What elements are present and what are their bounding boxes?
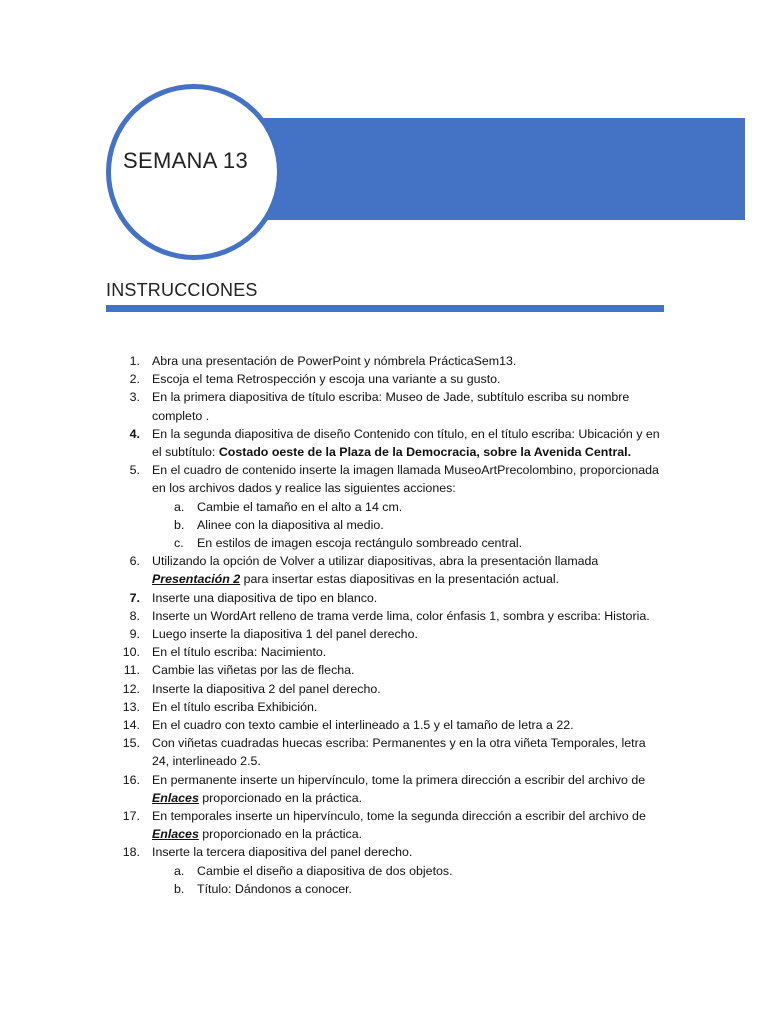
item-number: 3.	[129, 390, 140, 405]
item-number: 12.	[122, 681, 140, 696]
item-text: Luego inserte la diapositiva 1 del panel derecho.	[152, 627, 418, 642]
list-item	[114, 425, 666, 461]
list-item	[114, 698, 666, 716]
item-text: En temporales inserte un hipervínculo, tome la segunda dirección a escribir del archivo de	[152, 809, 646, 824]
sub-item-text: Alinee con la diapositiva al medio.	[197, 517, 384, 532]
item-number: 6.	[129, 554, 140, 569]
sub-item-letter: c.	[174, 536, 184, 551]
list-item	[114, 461, 666, 497]
item-text: Inserte un WordArt relleno de trama verde lima, color énfasis 1, sombra y escriba: Historia.	[152, 608, 650, 623]
item-number: 7.	[129, 590, 140, 605]
item-number: 2.	[129, 372, 140, 387]
section-heading: INSTRUCCIONES	[106, 280, 258, 300]
item-number: 14.	[122, 718, 140, 733]
item-text-emphasis: Enlaces	[152, 827, 199, 842]
sub-item-letter: b.	[174, 517, 185, 532]
list-item	[114, 643, 666, 661]
sub-item-text: Título: Dándonos a conocer.	[197, 881, 352, 896]
sub-list-item	[114, 862, 666, 880]
sub-list-item	[114, 534, 666, 552]
list-item	[114, 607, 666, 625]
item-text: Escoja el tema Retrospección y escoja una variante a su gusto.	[152, 372, 501, 387]
list-item	[114, 716, 666, 734]
list-item	[114, 625, 666, 643]
sub-item-letter: b.	[174, 881, 185, 896]
item-text: Inserte la tercera diapositiva del panel derecho.	[152, 845, 413, 860]
item-text-after: proporcionado en la práctica.	[198, 827, 363, 842]
sub-item-letter: a.	[174, 499, 185, 514]
sub-item-letter: a.	[174, 863, 185, 878]
list-item	[114, 734, 666, 770]
item-text-after: proporcionado en la práctica.	[198, 790, 363, 805]
list-item	[114, 352, 666, 370]
item-text: En el título escriba Exhibición.	[152, 699, 318, 714]
list-item	[114, 680, 666, 698]
header-banner	[262, 118, 745, 220]
item-number: 15.	[122, 736, 140, 751]
sub-list-item	[114, 498, 666, 516]
item-text-emphasis: Presentación 2	[152, 572, 241, 587]
item-number: 11.	[123, 663, 140, 678]
list-item	[114, 552, 666, 588]
list-item	[114, 807, 666, 843]
item-text: Con viñetas cuadradas huecas escriba: Permanentes y en la otra viñeta Temporales, letra 24, interlineado 2.5.	[152, 736, 646, 769]
item-text: Abra una presentación de PowerPoint y nómbrela PrácticaSem13.	[152, 354, 517, 368]
sub-item-text: En estilos de imagen escoja rectángulo sombreado central.	[197, 536, 523, 551]
item-number: 16.	[122, 772, 140, 787]
item-number: 1.	[129, 354, 140, 368]
list-item	[114, 388, 666, 424]
heading-rule	[106, 305, 664, 312]
item-number: 17.	[122, 809, 140, 824]
item-number: 8.	[129, 608, 140, 623]
item-text: Inserte la diapositiva 2 del panel derecho.	[152, 681, 381, 696]
item-text: En permanente inserte un hipervínculo, tome la primera dirección a escribir del archivo de	[152, 772, 646, 787]
item-number: 13.	[122, 699, 140, 714]
item-text: En el título escriba: Nacimiento.	[152, 645, 327, 660]
list-item	[114, 843, 666, 861]
item-text-bold: Costado oeste de la Plaza de la Democracia, sobre la Avenida Central.	[218, 445, 632, 460]
instructions-list	[114, 352, 666, 898]
item-number: 10.	[122, 645, 140, 660]
item-text: En la segunda diapositiva de diseño Contenido con título, en el título escriba: Ubicación y en el subtítulo:	[152, 426, 660, 460]
item-number: 18.	[122, 845, 140, 860]
list-item	[114, 370, 666, 388]
item-text: Cambie las viñetas por las de flecha.	[152, 663, 355, 678]
item-number: 5.	[129, 463, 140, 478]
item-text-after: para insertar estas diapositivas en la presentación actual.	[240, 572, 560, 587]
list-item	[114, 771, 666, 807]
week-title: SEMANA 13	[123, 148, 248, 173]
list-item	[114, 589, 666, 607]
sub-item-text: Cambie el diseño a diapositiva de dos objetos.	[197, 863, 453, 878]
sub-list-item	[114, 516, 666, 534]
item-text: En el cuadro de contenido inserte la imagen llamada MuseoArtPrecolombino, proporcionada en los archivos dados y realice las siguientes acciones:	[152, 463, 659, 496]
item-text-emphasis: Enlaces	[152, 790, 199, 805]
item-number: 9.	[129, 627, 140, 642]
sub-item-text: Cambie el tamaño en el alto a 14 cm.	[197, 499, 403, 514]
list-item	[114, 661, 666, 679]
item-text: Inserte una diapositiva de tipo en blanco.	[152, 590, 378, 605]
sub-list-item	[114, 880, 666, 898]
item-text: En el cuadro con texto cambie el interlineado a 1.5 y el tamaño de letra a 22.	[152, 718, 574, 733]
item-text: Utilizando la opción de Volver a utilizar diapositivas, abra la presentación llamada	[152, 554, 599, 569]
item-text: En la primera diapositiva de título escriba: Museo de Jade, subtítulo escriba su nombre completo .	[152, 390, 630, 423]
item-number: 4.	[129, 426, 140, 441]
